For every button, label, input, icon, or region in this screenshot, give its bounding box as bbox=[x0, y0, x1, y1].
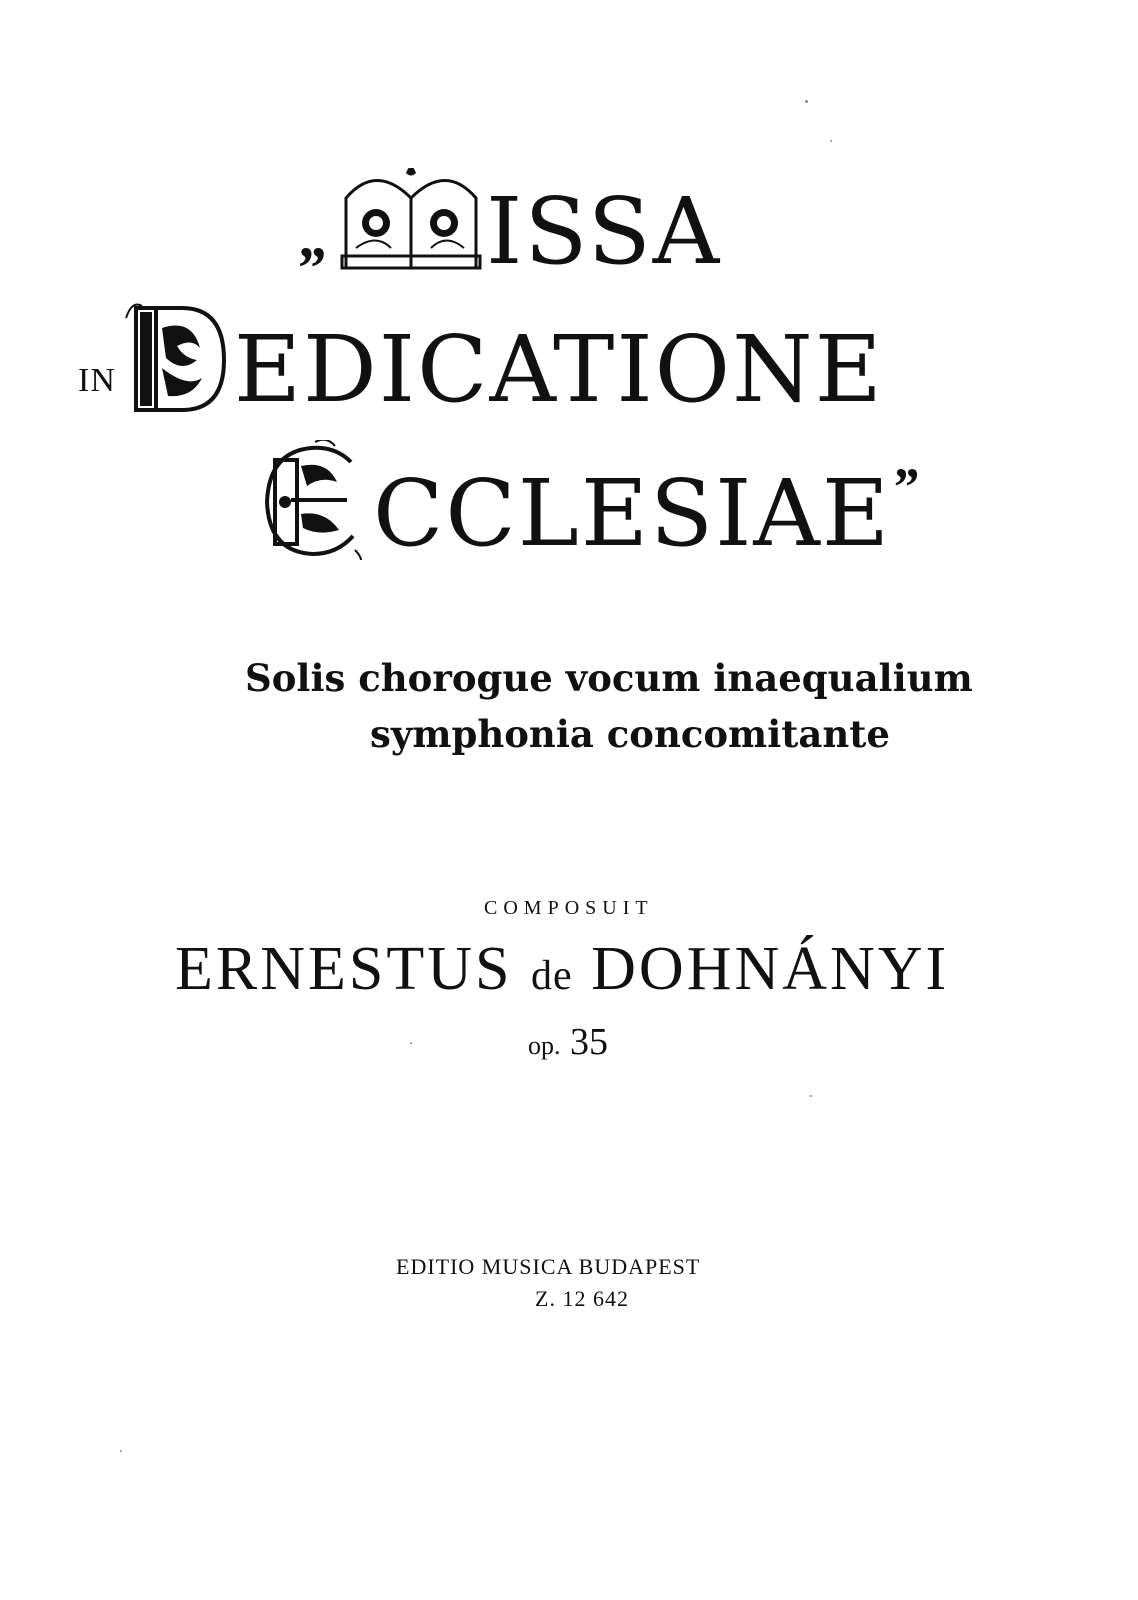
title-ecclesiae-rest: CCLESIAE bbox=[373, 460, 892, 567]
subtitle-line-1: Solis chorogue vocum inaequalium bbox=[245, 656, 973, 700]
subtitle-line-2: symphonia concomitante bbox=[370, 712, 890, 756]
open-quote: „ bbox=[300, 204, 332, 270]
composer-last-name: DOHNÁNYI bbox=[591, 935, 950, 1003]
title-in: IN bbox=[78, 362, 116, 399]
scan-speck bbox=[120, 1450, 122, 1452]
scan-speck bbox=[830, 140, 832, 142]
ornate-m-icon bbox=[336, 168, 486, 278]
title-missa-rest: ISSA bbox=[486, 178, 722, 285]
composer-name bbox=[175, 934, 949, 1005]
ornate-e-icon bbox=[255, 440, 367, 560]
ornate-initial-m bbox=[336, 168, 486, 278]
ornate-initial-e bbox=[255, 440, 367, 560]
title-line-2 bbox=[78, 298, 884, 423]
composuit-label: COMPOSUIT bbox=[484, 897, 654, 919]
scan-speck bbox=[810, 1095, 812, 1097]
composer-particle: de bbox=[530, 953, 573, 999]
ornate-initial-d bbox=[122, 298, 230, 416]
scan-speck bbox=[410, 1042, 412, 1044]
opus-value: 35 bbox=[570, 1021, 608, 1063]
opus-prefix: op. bbox=[528, 1031, 561, 1060]
title-line-3 bbox=[255, 440, 921, 567]
title-dedicatione-rest: EDICATIONE bbox=[233, 316, 884, 423]
scan-speck bbox=[805, 100, 808, 103]
publisher-catalog: Z. 12 642 bbox=[535, 1286, 629, 1311]
opus-number bbox=[528, 1020, 608, 1064]
ornate-d-icon bbox=[122, 298, 230, 416]
close-quote: ” bbox=[891, 457, 921, 517]
composer-first-name: ERNESTUS bbox=[175, 935, 513, 1003]
publisher-name: EDITIO MUSICA BUDAPEST bbox=[396, 1254, 701, 1279]
title-line-1 bbox=[300, 168, 722, 285]
